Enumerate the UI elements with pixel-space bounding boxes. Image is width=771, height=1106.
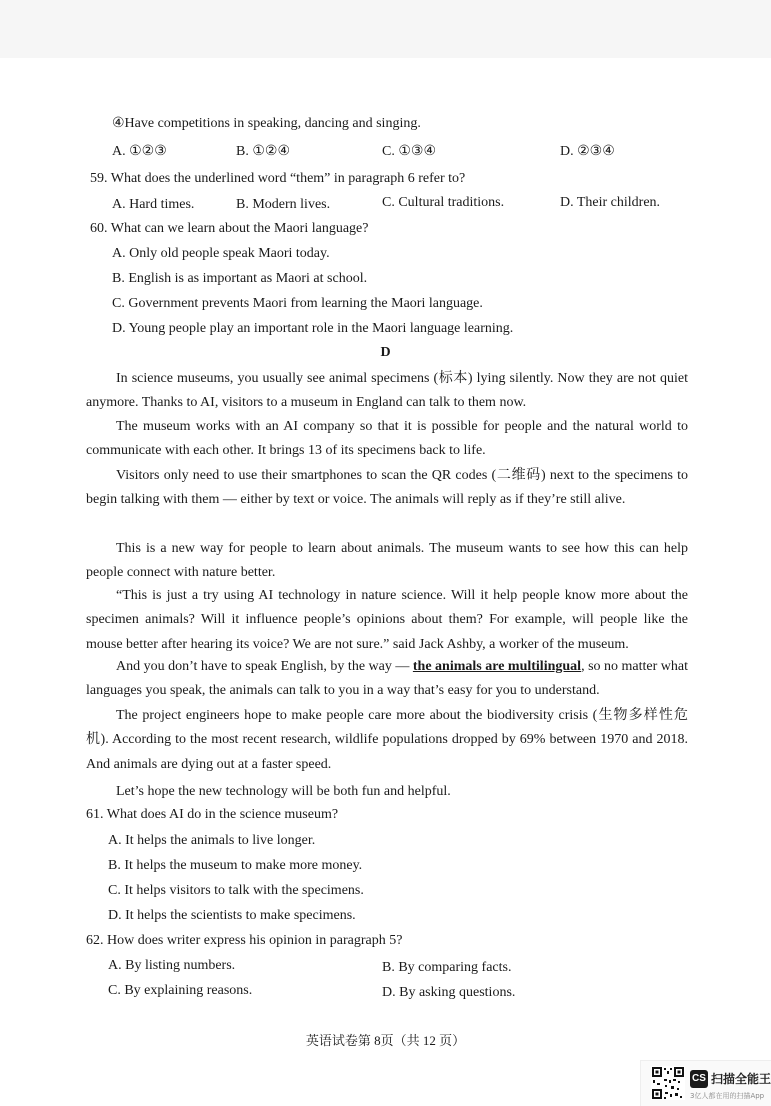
camscanner-logo-icon: CS bbox=[690, 1070, 708, 1088]
q59-option-c: C. Cultural traditions. bbox=[382, 195, 505, 210]
q59-stem: 59. What does the underlined word “them” in paragraph 6 refer to? bbox=[90, 171, 466, 186]
q61-option-d: D. It helps the scientists to make specimens. bbox=[108, 908, 356, 923]
passage-paragraph-7: The project engineers hope to make people care more about the biodiversity crisis (生物多样性危机). According to the most recent research, wildlife populations dropped by 69% between 1970 and 2018. And animals are dying out at a faster speed. bbox=[86, 708, 688, 772]
passage-paragraph-4: This is a new way for people to learn about animals. The museum wants to see how this can help people connect with nature better. bbox=[86, 541, 688, 581]
passage-paragraph-2: The museum works with an AI company so that it is possible for people and the natural world to communicate with each other. It brings 13 of its specimens back to life. bbox=[86, 419, 688, 459]
prev-option-b: B. ①②④ bbox=[236, 144, 290, 159]
passage-paragraph-3: Visitors only need to use their smartphones to scan the QR codes (二维码) next to the specimens to begin talking with them — either by text or voice. The animals will reply as if they’re still alive. bbox=[86, 468, 688, 508]
q61-option-c: C. It helps visitors to talk with the specimens. bbox=[108, 883, 364, 898]
q59-option-d: D. Their children. bbox=[560, 195, 661, 210]
q60-option-c: C. Government prevents Maori from learning the Maori language. bbox=[112, 296, 483, 311]
passage-paragraph-1: In science museums, you usually see animal specimens (标本) lying silently. Now they are not quiet anymore. Thanks to AI, visitors to a museum in England can talk to them now. bbox=[86, 371, 688, 411]
page-footer: 英语试卷第 8页（共 12 页） bbox=[305, 1033, 466, 1048]
qr-code-icon bbox=[651, 1066, 685, 1100]
q59-option-b: B. Modern lives. bbox=[236, 197, 331, 212]
p6-text-before: And you don’t have to speak English, by the way — bbox=[116, 659, 413, 674]
q62-option-d: D. By asking questions. bbox=[382, 985, 516, 1000]
camscanner-name: 扫描全能王 bbox=[711, 1072, 771, 1086]
prev-item-4: ④Have competitions in speaking, dancing and singing. bbox=[112, 116, 421, 131]
prev-option-a: A. ①②③ bbox=[112, 144, 167, 159]
passage-paragraph-6 bbox=[86, 655, 688, 704]
q60-option-d: D. Young people play an important role in the Maori language learning. bbox=[112, 321, 514, 336]
q62-option-c: C. By explaining reasons. bbox=[108, 983, 253, 998]
q60-stem: 60. What can we learn about the Maori language? bbox=[90, 221, 369, 236]
p6-text-after: , so no matter what languages you speak, the animals can talk to you in a way that’s easy for you to understand. bbox=[86, 659, 689, 699]
q62-stem: 62. How does writer express his opinion in paragraph 5? bbox=[86, 933, 403, 948]
passage-paragraph-8: Let’s hope the new technology will be both fun and helpful. bbox=[116, 784, 451, 799]
underlined-phrase: the animals are multilingual bbox=[412, 659, 582, 674]
q61-option-a: A. It helps the animals to live longer. bbox=[108, 833, 316, 848]
camscanner-tagline: 3亿人都在用的扫描App bbox=[690, 1092, 765, 1100]
q60-option-a: A. Only old people speak Maori today. bbox=[112, 246, 330, 261]
q61-option-b: B. It helps the museum to make more money. bbox=[108, 858, 363, 873]
camscanner-watermark bbox=[640, 1060, 771, 1106]
q62-option-a: A. By listing numbers. bbox=[108, 958, 236, 973]
passage-paragraph-5: “This is just a try using AI technology in nature science. Will it help people know more about the specimen animals? Will it influence people’s opinions about them? For example, will people like the mouse better after hearing its voice? We are not sure.” said Jack Ashby, a worker of the museum. bbox=[86, 588, 688, 652]
q59-option-a: A. Hard times. bbox=[112, 197, 195, 212]
prev-option-c: C. ①③④ bbox=[382, 144, 436, 159]
prev-option-d: D. ②③④ bbox=[560, 144, 615, 159]
q60-option-b: B. English is as important as Maori at school. bbox=[112, 271, 368, 286]
q61-stem: 61. What does AI do in the science museum? bbox=[86, 807, 339, 822]
q62-option-b: B. By comparing facts. bbox=[382, 960, 512, 975]
section-title: D bbox=[380, 345, 391, 360]
